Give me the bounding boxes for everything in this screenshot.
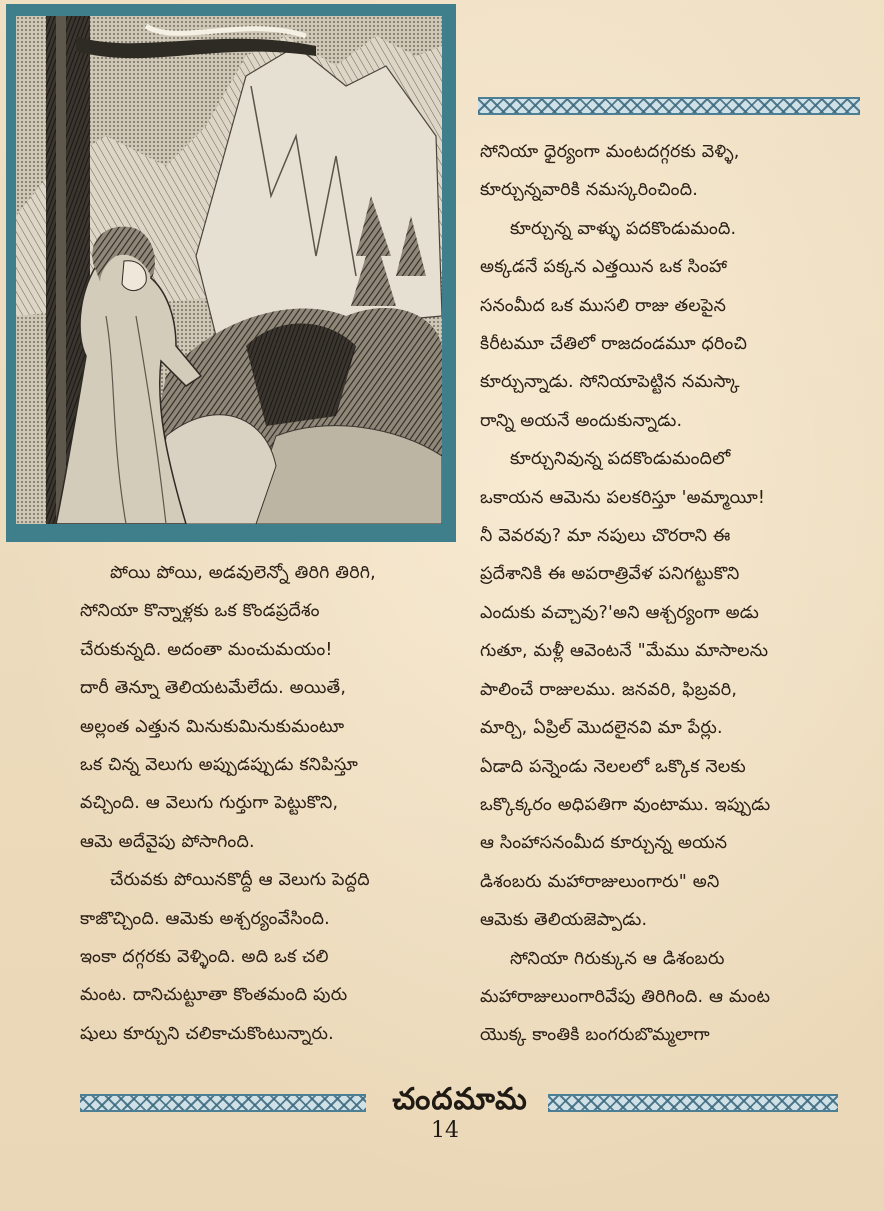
paragraph (480, 133, 858, 210)
text-line: మంట. దానిచుట్టూతా కొంతమంది పురు (80, 985, 348, 1006)
text-line: ఒక్కొక్కరం అధిపతిగా వుంటాము. ఇప్పుడు (480, 794, 771, 815)
text-line: ఆమెకు తెలియజెప్పాడు. (480, 910, 648, 931)
left-text-column (80, 554, 458, 1053)
magazine-title: చందమామ (392, 1082, 528, 1117)
text-line: యొక్క కాంతికి బంగరుబొమ్మలాగా (480, 1025, 710, 1046)
text-line: మార్చి, ఏప్రిల్ మొదలైనవి మా పేర్లు. (480, 718, 723, 739)
text-line: సోనియా గిరుక్కున ఆ డిశంబరు (510, 948, 725, 969)
text-line: సోనియా కొన్నాళ్లకు ఒక కొండప్రదేశం (80, 601, 320, 622)
text-line: పాలించే రాజులము. జనవరి, ఫిబ్రవరి, (480, 679, 738, 700)
text-line: నీ వెవరవు? మా నపులు చొరరాని ఈ (480, 526, 731, 547)
text-line: ప్రదేశానికి ఈ అపరాత్రివేళ పనిగట్టుకొని (480, 564, 740, 585)
text-line: సోనియా ధైర్యంగా మంటదగ్గరకు వెళ్ళి, (480, 142, 740, 162)
text-line: కాజొచ్చింది. ఆమెకు అశ్చర్యంవేసింది. (80, 908, 330, 929)
text-line: ఆమె అదేవైపు పోసాగింది. (80, 831, 255, 852)
text-line: ఒక చిన్న వెలుగు అప్పుడప్పుడు కనిపిస్తూ (80, 755, 358, 776)
text-line: వచ్చింది. ఆ వెలుగు గుర్తుగా పెట్టుకొని, (80, 793, 339, 814)
text-line: దారీ తెన్నూ తెలియటమేలేదు. అయితే, (80, 678, 347, 699)
ornamental-border-top (478, 97, 860, 115)
right-text-column (480, 133, 858, 1055)
text-line: గుతూ, మళ్లీ ఆవెంటనే "మేము మాసాలను (480, 641, 769, 662)
text-line: కూర్చున్నాడు. సోనియాపెట్టిన నమస్కా (480, 372, 740, 393)
ornamental-border-footer-right (548, 1094, 838, 1112)
text-line: మహారాజులుంగారివేపు తిరిగింది. ఆ మంట (480, 986, 771, 1007)
text-line: అల్లంత ఎత్తున మినుకుమినుకుమంటూ (80, 716, 345, 737)
text-line: పోయి పోయి, అడవులెన్నో తిరిగి తిరిగి, (110, 563, 376, 583)
text-line: కిరీటమూ చేతిలో రాజదండమూ ధరించి (480, 334, 748, 355)
text-line: సనంమీద ఒక ముసలి రాజు తలపైన (480, 295, 727, 316)
text-line: ఆ సింహాసనంమీద కూర్చున్న అయన (480, 833, 728, 854)
text-line: రాన్ని అయనే అందుకున్నాడు. (480, 410, 683, 431)
text-line: ఏడాది పన్నెండు నెలలలో ఒక్కొక నెలకు (480, 756, 746, 777)
paragraph (80, 861, 458, 1053)
paragraph (480, 940, 858, 1055)
text-line: కూర్చున్న వాళ్ళు పదకొండుమంది. (510, 218, 737, 239)
text-line: చేరుకున్నది. అదంతా మంచుమయం! (80, 639, 333, 660)
woman-in-mountains-illustration (16, 16, 442, 524)
text-line: ఒకాయన ఆమెను పలకరిస్తూ 'అమ్మాయీ! (480, 487, 766, 508)
ornamental-border-footer-left (80, 1094, 366, 1112)
story-illustration (6, 4, 456, 542)
paragraph (80, 554, 458, 861)
paragraph (480, 440, 858, 939)
text-line: ఇంకా దగ్గరకు వెళ్ళింది. అది ఒక చలి (80, 947, 329, 968)
text-line: అక్కడనే పక్కన ఎత్తయిన ఒక సింహా (480, 257, 728, 278)
paragraph (480, 210, 858, 440)
text-line: కూర్చునివున్న పదకొండుమందిలో (510, 449, 731, 470)
page-number: 14 (431, 1118, 459, 1143)
text-line: షులు కూర్చుని చలికాచుకొంటున్నారు. (80, 1023, 334, 1044)
text-line: చేరువకు పోయినకొద్దీ ఆ వెలుగు పెద్దది (110, 870, 370, 891)
text-line: కూర్చున్నవారికి నమస్కరించింది. (480, 180, 699, 201)
text-line: ఎందుకు వచ్చావు?'అని ఆశ్చర్యంగా అడు (480, 602, 759, 623)
text-line: డిశంబరు మహారాజులుంగారు" అని (480, 871, 720, 892)
